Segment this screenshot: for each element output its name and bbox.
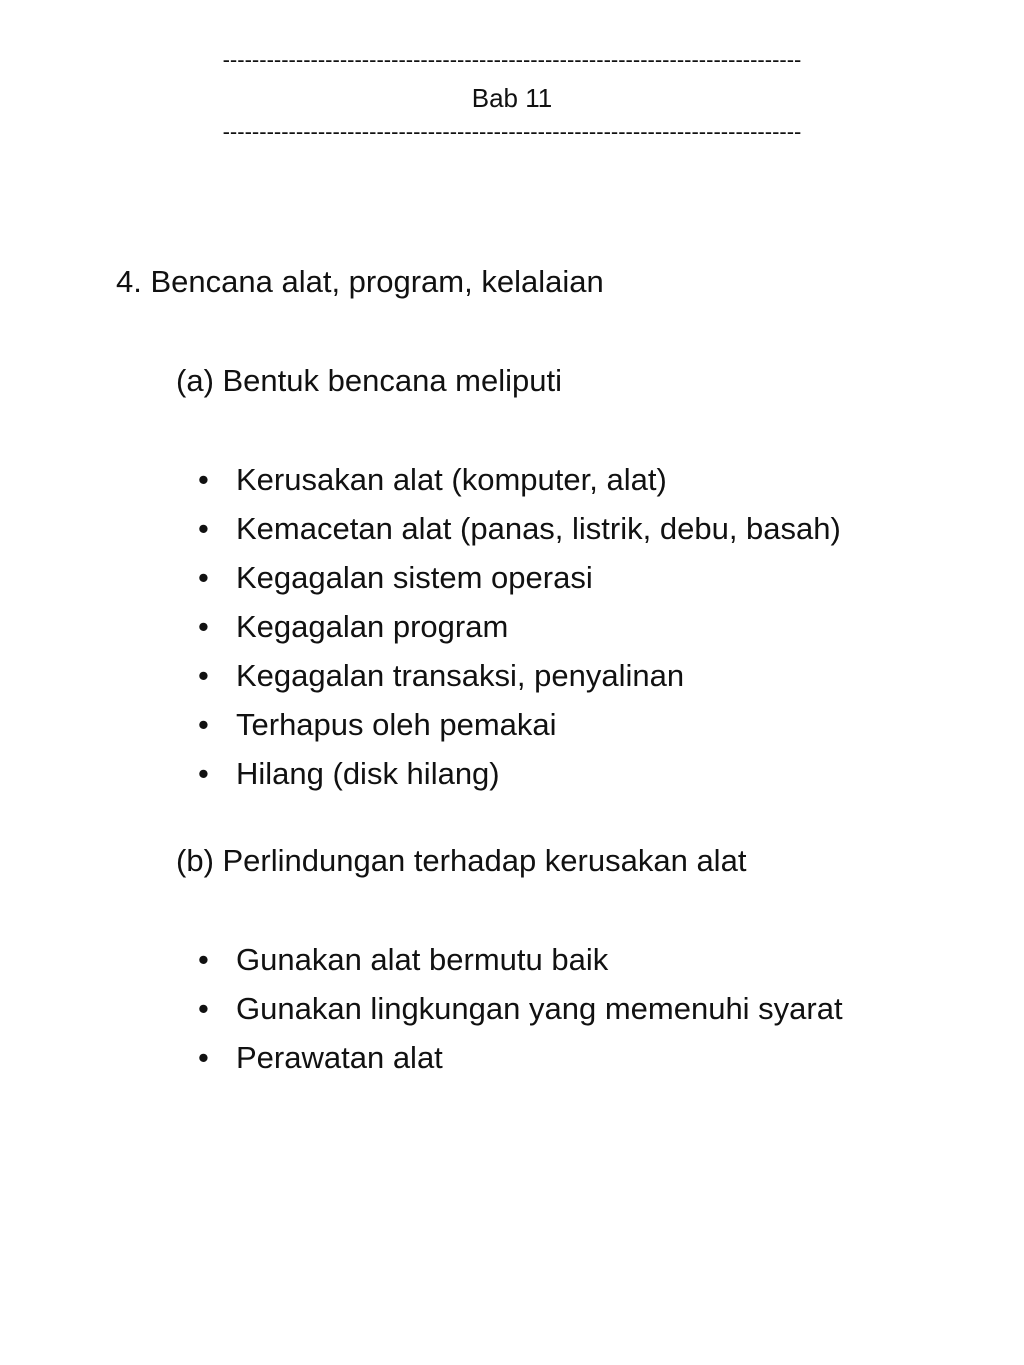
list-item: [198, 935, 843, 984]
list-item-text: Kegagalan sistem operasi: [236, 560, 593, 595]
subsection-a-title: (a) Bentuk bencana meliputi: [176, 363, 563, 398]
header-divider-bottom: -------------------------------------------------------------------------------: [222, 119, 802, 144]
list-item: [198, 602, 841, 651]
list-item-text: Terhapus oleh pemakai: [236, 707, 557, 742]
list-item-text: Kerusakan alat (komputer, alat): [236, 462, 667, 497]
list-item-text: Kegagalan program: [236, 609, 509, 644]
list-item: [198, 700, 841, 749]
bullet-icon: •: [198, 707, 209, 742]
bullet-icon: •: [198, 511, 209, 546]
bullet-icon: •: [198, 560, 209, 595]
bullet-icon: •: [198, 1040, 209, 1075]
list-item: [198, 553, 841, 602]
list-item: [198, 504, 841, 553]
list-item-text: Gunakan alat bermutu baik: [236, 942, 609, 977]
bullet-icon: •: [198, 942, 209, 977]
list-item-text: Kegagalan transaksi, penyalinan: [236, 658, 685, 693]
bullet-icon: •: [198, 462, 209, 497]
bullet-icon: •: [198, 991, 209, 1026]
list-item-text: Kemacetan alat (panas, listrik, debu, basah): [236, 511, 841, 546]
header-divider-top: -------------------------------------------------------------------------------: [222, 47, 802, 72]
subsection-b-list: [198, 935, 843, 1082]
list-item-text: Perawatan alat: [236, 1040, 443, 1075]
bullet-icon: •: [198, 756, 209, 791]
subsection-a-list: [198, 455, 841, 798]
subsection-b-title: (b) Perlindungan terhadap kerusakan alat: [176, 843, 747, 878]
section-heading: 4. Bencana alat, program, kelalaian: [116, 264, 604, 299]
list-item-text: Hilang (disk hilang): [236, 756, 500, 791]
list-item: [198, 984, 843, 1033]
bullet-icon: •: [198, 658, 209, 693]
list-item-text: Gunakan lingkungan yang memenuhi syarat: [236, 991, 843, 1026]
list-item: [198, 455, 841, 504]
list-item: [198, 749, 841, 798]
list-item: [198, 1033, 843, 1082]
chapter-title: Bab 11: [471, 83, 553, 113]
list-item: [198, 651, 841, 700]
bullet-icon: •: [198, 609, 209, 644]
